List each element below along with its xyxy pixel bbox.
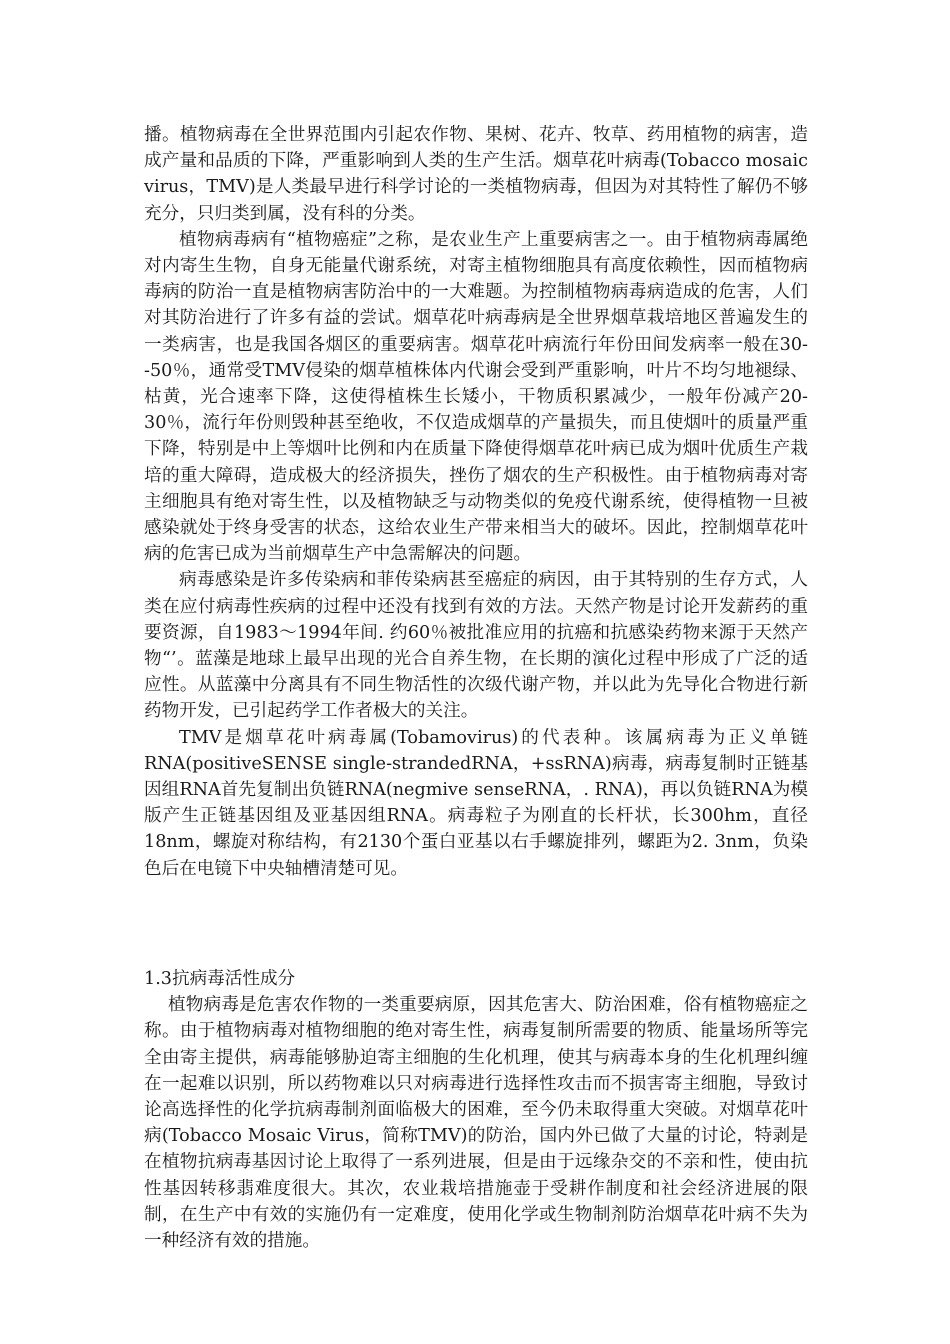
document-page (144, 122, 808, 1254)
section-spacer (144, 882, 808, 966)
paragraph-tmv-description: TMV是烟草花叶病毒属(Tobamovirus)的代表种。该属病毒为正义单链RNA(positiveSENSE single-strandedRNA，+ssRNA)病毒，病毒复制时正链基因组RNA首先复制出负链RNA(negmive senseRNA，. RNA)，再以负链RNA为模版产生正链基因组及亚基因组RNA。病毒粒子为刚直的长杆状，长300hm，直径18nm，螺旋对称结构，有2130个蛋白亚基以右手螺旋排列，螺距为2. 3nm，负染色后在电镜下中央轴槽清楚可见。 (144, 727, 808, 879)
paragraph-intro: 播。植物病毒在全世界范围内引起农作物、果树、花卉、牧草、药用植物的病害，造成产量和品质的下降，严重影响到人类的生产生活。烟草花叶病毒(Tobacco mosaic virus，TMV)是人类最早进行科学讨论的一类植物病毒，但因为对其特性了解仍不够充分，只归类到属，没有科的分类。 (144, 125, 808, 224)
paragraph-natural-products: 病毒感染是许多传染病和菲传染病甚至癌症的病因，由于其特别的生存方式，人类在应付病毒性疾病的过程中还没有找到有效的方法。天然产物是讨论开发薪药的重要资源，自1983～1994年间. 约60％被批准应用的抗癌和抗感染药物来源于天然产物“’。蓝藻是地球上最早出现的光合自养生物，在长期的演化过程中形成了广泛的适应性。从蓝藻中分离具有不同生物活性的次级代谢产物，并以此为先导化合物进行新药物开发，已引起药学工作者极大的关注。 (144, 570, 808, 722)
section-heading: 1.3抗病毒活性成分 (144, 968, 296, 989)
paragraph-antiviral-components: 植物病毒是危害农作物的一类重要病原，因其危害大、防治困难，俗有植物癌症之称。由于植物病毒对植物细胞的绝对寄生性，病毒复制所需要的物质、能量场所等完全由寄主提供，病毒能够胁迫寄主细胞的生化机理，使其与病毒本身的生化机理纠缠在一起难以识别，所以药物难以只对病毒进行选择性攻击而不损害寄主细胞，导致讨论高选择性的化学抗病毒制剂面临极大的困难，至今仍未取得重大突破。对烟草花叶病(Tobacco Mosaic Virus，简称TMV)的防治，国内外已做了大量的讨论，特剥是在植物抗病毒基因讨论上取得了一系列进展，但是由于远缘杂交的不亲和性，使由抗性基因转移翡难度很大。其次，农业栽培措施壶于受耕作制度和社会经济进展的限制，在生产中有效的实施仍有一定难度，使用化学或生物制剂防治烟草花叶病不失为一种经济有效的措施。 (144, 995, 808, 1251)
paragraph-plant-virus-disease: 植物病毒病有“植物癌症”之称，是农业生产上重要病害之一。由于植物病毒属绝对内寄生生物，自身无能量代谢系统，对寄主植物细胞具有高度依赖性，因而植物病毒病的防治一直是植物病害防治中的一大难题。为控制植物病毒病造成的危害，人们对其防治进行了许多有益的尝试。烟草花叶病毒病是全世界烟草栽培地区普遍发生的一类病害，也是我国各烟区的重要病害。烟草花叶病流行年份田间发病率一般在30--50％，通常受TMV侵染的烟草植株体内代谢会受到严重影响，叶片不均匀地褪绿、枯黄，光合速率下降，这使得植株生长矮小，干物质积累减少，一般年份减产20-30％，流行年份则毁种甚至绝收，不仅造成烟草的产量损失，而且使烟叶的质量严重下降，特别是中上等烟叶比例和内在质量下降使得烟草花叶病已成为烟叶优质生产栽培的重大障碍，造成极大的经济损失，挫伤了烟农的生产积极性。由于植物病毒对寄主细胞具有绝对寄生性，以及植物缺乏与动物类似的免疫代谢系统，使得植物一旦被感染就处于终身受害的状态，这给农业生产带来相当大的破坏。因此，控制烟草花叶病的危害已成为当前烟草生产中急需解决的问题。 (144, 229, 808, 565)
